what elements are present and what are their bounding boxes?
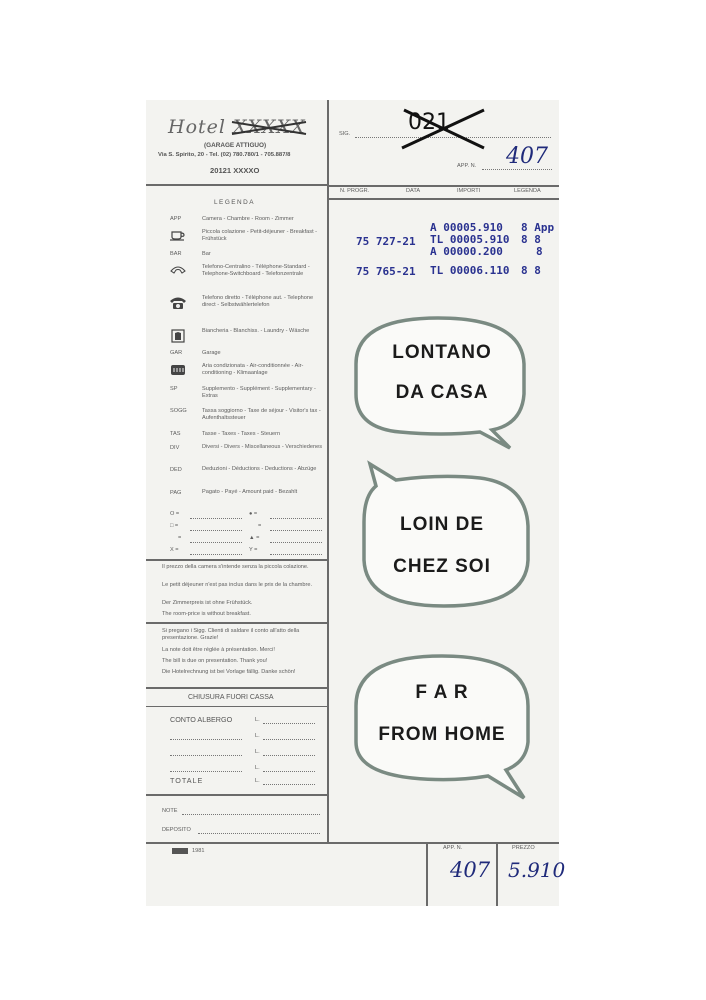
speech-bubble-french [340,456,544,618]
footer-app-label: APP. N. [443,845,463,851]
telephone-handset-icon [170,265,186,275]
symbol-line [270,518,322,519]
col-header-data: DATA [406,188,421,194]
legend-bottom-rule [146,559,327,561]
extra-line-3-amount [263,771,315,772]
ledger-row-1-code: 8 App [521,221,555,234]
sig-crossout-icon [398,104,488,152]
ledger-row-4-amount: TL 00006.110 [430,264,510,277]
col-header-legenda: LEGENDA [514,188,541,194]
header-bottom-rule [146,184,327,186]
ledger-row-2-progr: 75 727-21 [356,235,416,248]
center-divider [327,100,329,842]
legend-code-app: APP [170,216,182,222]
lire-label-5: L. [255,778,260,784]
legend-code-div: DIV [170,445,180,451]
symbol-blank-2: = [178,535,182,541]
ledger-header-rule-bottom [327,198,559,200]
lire-label-3: L. [255,749,260,755]
note-payment-it: Si pregano i Sigg. Clienti di saldare il conto all'atto della presentazione. Grazie! [162,628,300,641]
legend-text-pag: Pagato - Payé - Amount paid - Bezahlt [202,489,298,495]
legend-text-garage: Garage [202,350,221,356]
symbol-triangle: ▲ = [249,535,260,541]
legend-text-tas: Tasse - Taxes - Taxes - Steuern [202,431,281,437]
ledger-row-3-code: 8 [536,245,543,258]
app-value: 407 [506,144,548,169]
legend-text-telephone-switchboard: Telefono-Centralino - Téléphone-Standard - Telephone-Switchboard - Telefonzentrale [202,264,310,277]
bubble-english-line2: FROM HOME [378,724,506,745]
note-payment-en: The bill is due on presentation. Thank you! [162,658,268,664]
extra-line-2-desc [170,755,242,756]
bubble-french-line2: CHEZ SOI [393,556,491,577]
hotel-name-strikeout-icon [230,118,310,138]
air-conditioning-icon [170,364,186,376]
notes-payment-rule [146,687,327,689]
symbol-line [190,542,242,543]
legend-text-app: Camera - Chambre - Room - Zimmer [202,216,294,222]
footer-prezzo-value: 5.910 [508,858,566,882]
legend-text-ded: Deduzioni - Déductions - Deductions - Abzüge [202,466,317,472]
hotel-city: 20121 XXXXO [210,166,260,175]
legend-text-sogg: Tassa soggiorno - Taxe de séjour - Visitor's tax - Aufenthaltssteuer [202,408,321,421]
hotel-name: Hotel XXXXX [168,116,306,138]
speech-bubble-english [342,646,542,802]
legend-code-pag: PAG [170,490,182,496]
symbol-line [270,542,322,543]
ledger-row-4-progr: 75 765-21 [356,265,416,278]
speech-bubble-italian [342,304,542,452]
note-price-fr: Le petit déjeuner n'est pas inclus dans le prix de la chambre. [162,582,313,588]
speech-bubble-outline-icon [340,456,544,618]
laundry-icon [171,329,185,343]
hotel-address: Via S. Spirito, 20 - Tel. (02) 780.780/1 - 705.887/8 [158,152,291,158]
symbol-line [270,530,322,531]
legend-text-air-conditioning: Aria condizionata - Air-conditionnée - Air-conditioning - Klimaanlage [202,363,304,376]
legend-code-garage: GAR [170,350,183,356]
printer-logo-icon [172,848,188,854]
note-line [182,814,320,815]
col-header-progr: N. PROGR. [340,188,370,194]
lire-label-2: L. [255,733,260,739]
bubble-italian-line1: LONTANO [392,342,492,363]
garage-note: (GARAGE ATTIGUO) [204,142,267,149]
chiusura-title: CHIUSURA FUORI CASSA [188,694,274,701]
speech-bubble-outline-icon [342,304,542,452]
bubble-italian-line2: DA CASA [395,382,489,403]
note-payment-fr: La note doit être réglée à présentation. Merci! [162,647,275,653]
legend-code-ded: DED [170,467,182,473]
hotel-bill [146,100,566,906]
deposito-label: DEPOSITO [162,827,191,833]
legend-text-bar: Bar [202,251,211,257]
legend-code-tas: TAS [170,431,181,437]
symbol-line [190,554,242,555]
totale-amount-line [263,784,315,785]
chiusura-title-rule [146,706,327,707]
symbol-line [190,530,242,531]
note-label: NOTE [162,808,178,814]
symbol-dot: ● = [249,511,258,517]
ledger-row-4-code: 8 8 [521,264,541,277]
legend-code-bar: BAR [170,251,182,257]
lire-label-1: L. [255,717,260,723]
symbol-circle: O = [170,511,180,517]
col-header-importi: IMPORTI [457,188,481,194]
conto-albergo-amount-line [263,723,315,724]
telephone-dial-icon [169,296,187,310]
symbol-line [270,554,322,555]
footer-app-value: 407 [450,858,491,882]
symbol-line [190,518,242,519]
extra-line-3-desc [170,771,242,772]
symbol-x: X = [170,547,179,553]
footer-divider-2 [496,842,498,906]
deposito-line [198,833,320,834]
legend-text-div: Diversi - Divers - Miscellaneous - Verschiedenes [202,444,322,450]
note-price-de: Der Zimmerpreis ist ohne Frühstück. [162,600,253,606]
ledger-header-rule-top [327,185,559,187]
sig-label: SIG. [339,131,351,137]
sig-value: 021 [408,110,450,135]
legend-code-sp: SP [170,386,178,392]
extra-line-1-amount [263,739,315,740]
bubble-english-line1: F A R [415,682,469,703]
symbol-y: Y = [249,547,258,553]
legenda-title: LEGENDA [214,199,256,206]
totale-label: TOTALE [170,776,204,785]
note-price-en: The room-price is without breakfast. [162,611,251,617]
breakfast-icon [170,229,186,241]
symbol-blank-1: = [258,523,262,529]
lire-label-4: L. [255,765,260,771]
legend-text-breakfast: Piccola colazione - Petit-déjeuner - Breakfast - Frühstück [202,229,318,242]
extra-line-1-desc [170,739,242,740]
footer-prezzo-label: PREZZO [512,845,535,851]
ledger-row-2-amount: TL 00005.910 [430,233,510,246]
legend-text-laundry: Biancheria - Blanchiss. - Laundry - Wäsche [202,328,310,334]
ledger-row-1-amount: A 00005.910 [430,221,503,234]
legend-text-sp: Supplemento - Supplément - Supplementary - Extras [202,386,316,399]
note-price-it: Il prezzo della camera s'intende senza la piccola colazione. [162,564,309,570]
note-payment-de: Die Hotelrechnung ist bei Vorlage fällig. Danke schön! [162,669,296,675]
ledger-row-2-code: 8 8 [521,233,541,246]
app-label: APP. N. [457,163,477,169]
chiusura-bottom-rule [146,794,327,796]
ledger-row-3-amount: A 00000.200 [430,245,503,258]
extra-line-2-amount [263,755,315,756]
notes-price-rule [146,622,327,624]
legend-code-sogg: SOGG [170,408,187,414]
app-line [482,169,552,170]
print-code: 1981 [192,848,205,854]
bubble-french-line1: LOIN DE [399,514,485,535]
symbol-square: □ = [170,523,179,529]
footer-divider-1 [426,842,428,906]
legend-text-telephone-direct: Telefono diretto - Téléphone aut. - Telephone direct - Selbstwählertelefon [202,295,314,308]
conto-albergo-label: CONTO ALBERGO [170,715,233,724]
